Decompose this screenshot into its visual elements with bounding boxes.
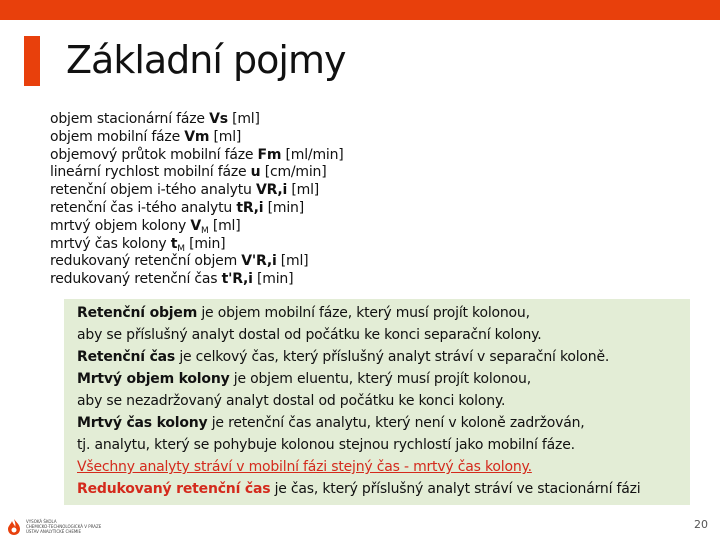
slide-title: Základní pojmy (66, 38, 346, 82)
flame-logo-icon (6, 518, 22, 536)
definition-line-emphasis: Všechny analyty stráví v mobilní fázi stejný čas - mrtvý čas kolony. (77, 459, 532, 475)
term-line: redukovaný retenční objem V'R,i [ml] (50, 253, 309, 270)
term-line: mrtvý čas kolony $t_M$ [min] (50, 235, 226, 254)
subscript: M (177, 243, 185, 254)
definition-line: Mrtvý objem kolony je objem eluentu, který musí projít kolonou, (77, 371, 531, 387)
term-line: mrtvý objem kolony $V_M$ [ml] (50, 217, 241, 236)
top-accent-bar (0, 0, 720, 20)
definition-line: Retenční čas je celkový čas, který příslušný analyt stráví v separační koloně. (77, 349, 610, 365)
term-line: objem mobilní fáze Vm [ml] (50, 128, 242, 145)
definition-line: Redukovaný retenční čas je čas, který příslušný analyt stráví ve stacionární fázi (77, 481, 641, 497)
subscript: M (201, 225, 209, 236)
terms-list (50, 111, 470, 289)
definition-line: Mrtvý čas kolony je retenční čas analytu, který není v koloně zadržován, (77, 415, 585, 431)
title-accent-block (24, 36, 40, 86)
definitions-box (64, 299, 690, 505)
term-line: redukovaný retenční čas t'R,i [min] (50, 271, 294, 288)
term-line: retenční čas i-tého analytu tR,i [min] (50, 199, 304, 216)
definition-line: tj. analytu, který se pohybuje kolonou stejnou rychlostí jako mobilní fáze. (77, 437, 575, 453)
definition-line: aby se příslušný analyt dostal od počátku ke konci separační kolony. (77, 327, 542, 343)
institution-text: VYSOKÁ ŠKOLA CHEMICKO-TECHNOLOGICKÁ V PRAZE ÚSTAV ANALYTICKÉ CHEMIE (26, 519, 102, 534)
page-number: 20 (694, 518, 708, 531)
definition-line: aby se nezadržovaný analyt dostal od počátku ke konci kolony. (77, 393, 506, 409)
definition-line: Retenční objem je objem mobilní fáze, který musí projít kolonou, (77, 305, 530, 321)
term-line: lineární rychlost mobilní fáze u [cm/min] (50, 164, 327, 181)
term-line: objem stacionární fáze Vs [ml] (50, 111, 260, 127)
term-line: retenční objem i-tého analytu VR,i [ml] (50, 182, 320, 199)
term-line: objemový průtok mobilní fáze Fm [ml/min] (50, 146, 344, 163)
